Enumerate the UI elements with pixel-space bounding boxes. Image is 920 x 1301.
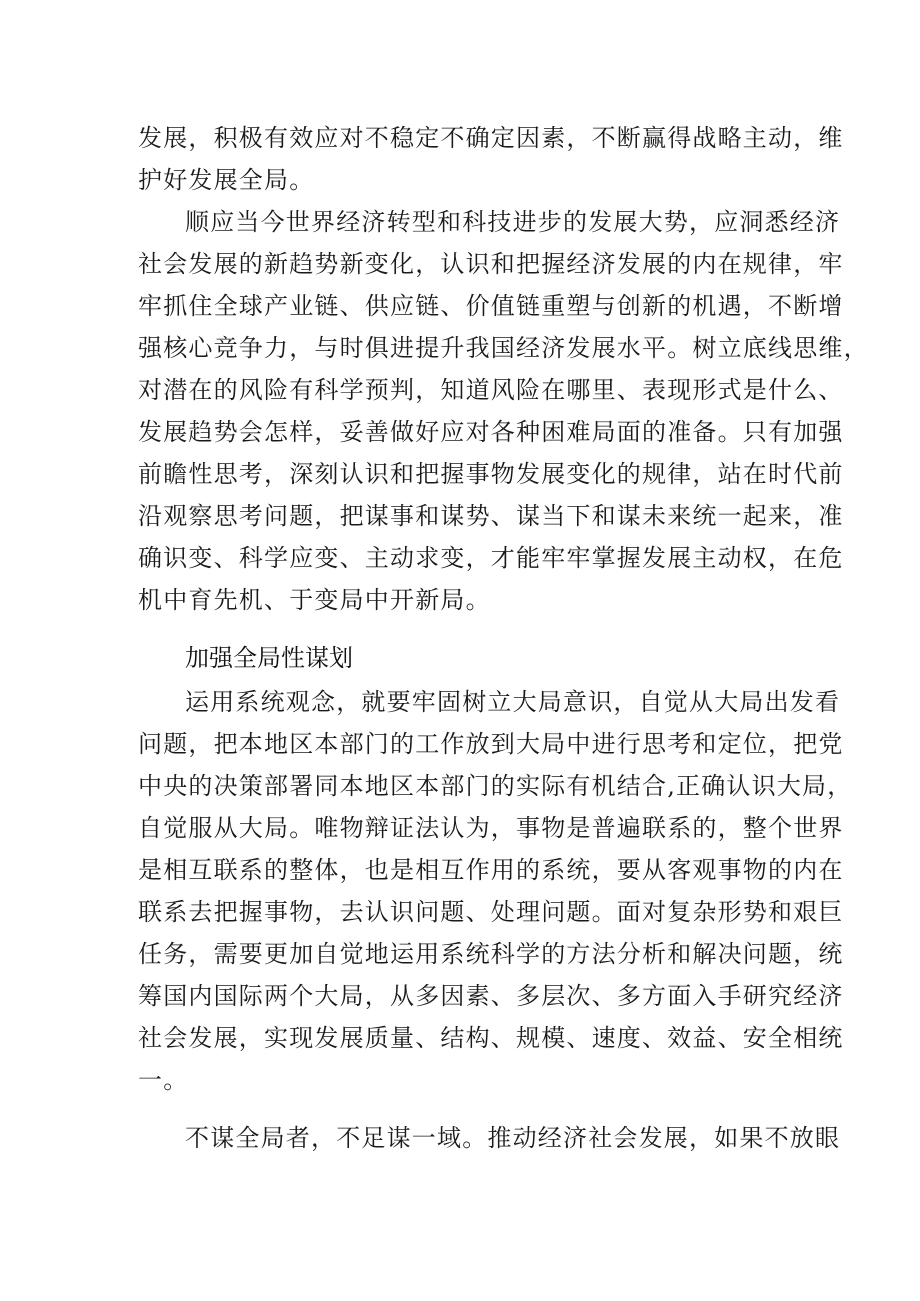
paragraph-3-line-5: 是相互联系的整体，也是相互作用的系统，要从客观事物的内在 [138,856,844,884]
paragraph-2-line-7: 前瞻性思考，深刻认识和把握事物发展变化的规律，站在时代前 [138,460,844,488]
paragraph-3-line-10: 一。 [138,1066,189,1094]
paragraph-2-line-9: 确识变、科学应变、主动求变，才能牢牢掌握发展主动权，在危 [138,544,844,572]
paragraph-4-line-1: 不谋全局者，不足谋一域。推动经济社会发展，如果不放眼 [185,1124,841,1152]
paragraph-3-line-6: 联系去把握事物，去认识问题、处理问题。面对复杂形势和艰巨 [138,898,844,926]
paragraph-2-line-6: 发展趋势会怎样，妥善做好应对各种困难局面的准备。只有加强 [138,418,844,446]
paragraph-2-line-1: 顺应当今世界经济转型和科技进步的发展大势，应洞悉经济 [185,208,841,236]
paragraph-3-line-2: 问题，把本地区本部门的工作放到大局中进行思考和定位，把党 [138,730,844,758]
paragraph-1-line-1: 发展，积极有效应对不稳定不确定因素，不断赢得战略主动，维 [138,124,844,152]
paragraph-2-line-3: 牢抓住全球产业链、供应链、价值链重塑与创新的机遇，不断增 [138,292,844,320]
paragraph-2-line-4: 强核心竞争力，与时俱进提升我国经济发展水平。树立底线思维， [138,334,869,362]
paragraph-3-line-1: 运用系统观念，就要牢固树立大局意识，自觉从大局出发看 [185,688,841,716]
paragraph-2-line-10: 机中育先机、于变局中开新局。 [138,586,491,614]
paragraph-3-line-4: 自觉服从大局。唯物辩证法认为，事物是普遍联系的，整个世界 [138,814,844,842]
paragraph-2-line-8: 沿观察思考问题，把谋事和谋势、谋当下和谋未来统一起来，准 [138,502,844,530]
paragraph-2-line-2: 社会发展的新趋势新变化，认识和把握经济发展的内在规律，牢 [138,250,844,278]
paragraph-3-line-7: 任务，需要更加自觉地运用系统科学的方法分析和解决问题，统 [138,940,844,968]
paragraph-3-line-3: 中央的决策部署同本地区本部门的实际有机结合,正确认识大局， [138,772,853,800]
paragraph-2-line-5: 对潜在的风险有科学预判，知道风险在哪里、表现形式是什么、 [138,376,844,404]
paragraph-3-line-8: 筹国内国际两个大局，从多因素、多层次、多方面入手研究经济 [138,982,844,1010]
paragraph-1-line-2: 护好发展全局。 [138,166,315,194]
section-heading: 加强全局性谋划 [185,644,353,672]
paragraph-3-line-9: 社会发展，实现发展质量、结构、规模、速度、效益、安全相统 [138,1024,844,1052]
